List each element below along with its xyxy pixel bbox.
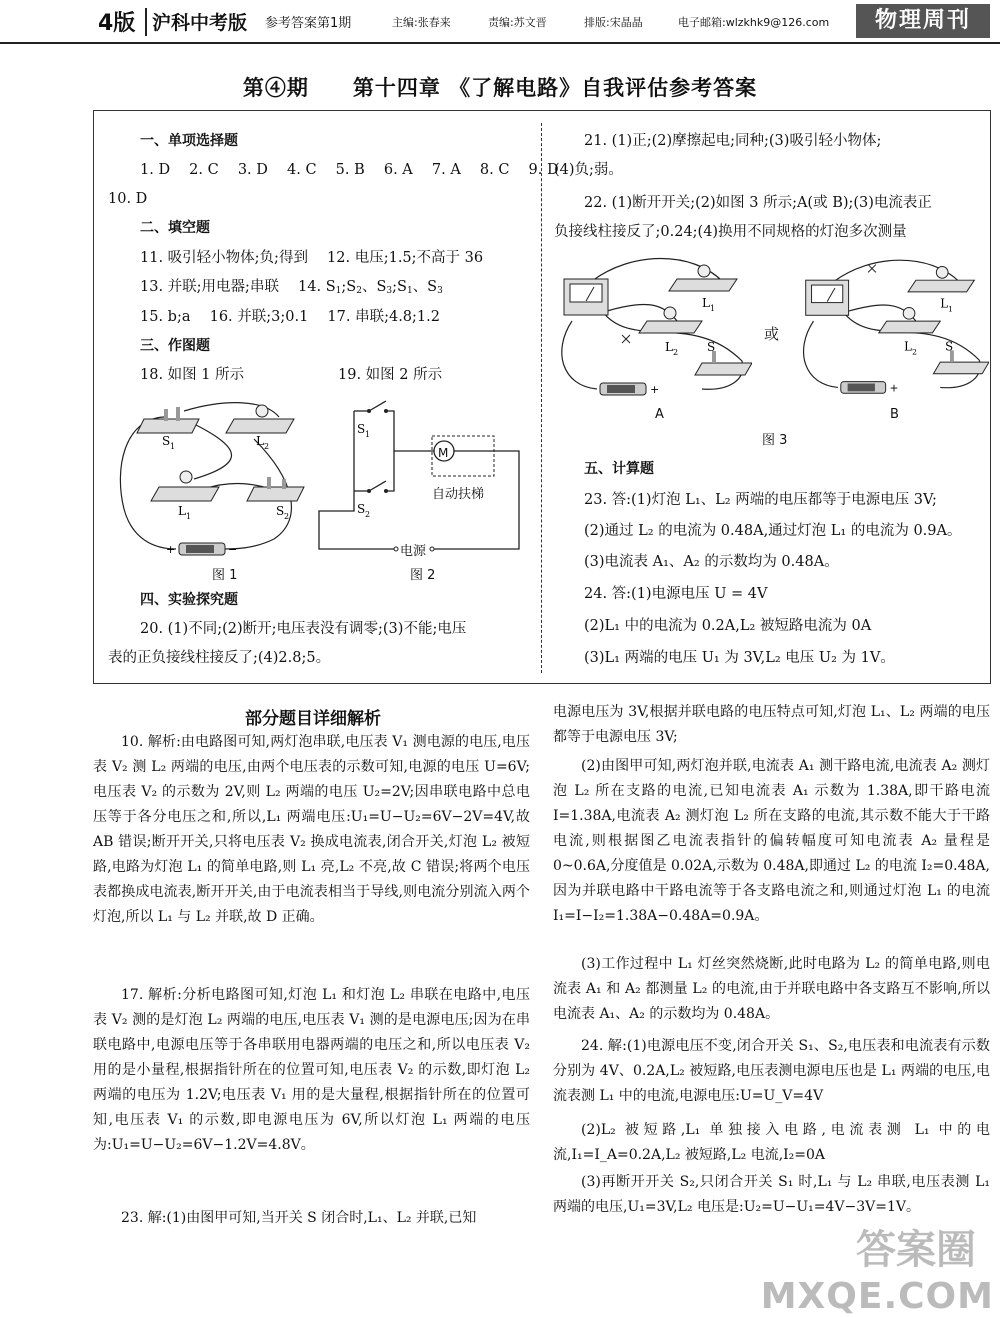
svg-text:L: L	[256, 434, 264, 448]
edition-name: 沪科中考版	[152, 12, 248, 34]
watermark-en: MXQE.COM	[760, 1276, 994, 1317]
fill-text: ;S	[341, 279, 357, 295]
q24-line-3: (3)L₁ 两端的电压 U₁ 为 3V,L₂ 电压 U₂ 为 1V。	[584, 650, 895, 666]
contact-email: 电子邮箱:wlzkhk9@126.com	[678, 16, 830, 29]
figure-3a-circuit	[552, 251, 752, 401]
analysis-q24-part1: 24. 解:(1)电源电压不变,闭合开关 S₁、S₂,电压表和电流表有示数分别为 4V、0.2A,L₂ 被短路,电压表测电源电压也是 L₁ 两端的电压,电流表测 L₁ 中的电流,电源电压:U=U_V=4V	[553, 1038, 990, 1104]
layout-editor: 排版:宋晶晶	[584, 16, 643, 29]
q22-line-2: 负接线柱接反了;0.24;(4)换用不同规格的灯泡多次测量	[554, 224, 907, 240]
header-subtitle: 参考答案第1期	[265, 16, 352, 31]
fill-sub: 3	[437, 286, 443, 296]
analysis-q24-part3: (3)再断开开关 S₂,只闭合开关 S₁ 时,L₁ 与 L₂ 串联,电压表测 L₁ 两端的电压,U₁=3V,L₂ 电压是:U₂=U−U₁=4V−3V=1V。	[553, 1174, 990, 1215]
q23-line-3: (3)电流表 A₁、A₂ 的示数均为 0.48A。	[584, 554, 839, 570]
section-choice: 一、单项选择题	[140, 133, 238, 149]
svg-text:1: 1	[365, 430, 371, 439]
q22-line-1: 22. (1)断开开关;(2)如图 3 所示;A(或 B);(3)电流表正	[584, 195, 932, 211]
figure-3b-circuit	[794, 251, 989, 401]
section-experiment: 四、实验探究题	[140, 592, 238, 608]
q23-line-1: 23. 答:(1)灯泡 L₁、L₂ 两端的电压都等于电源电压 3V;	[584, 492, 937, 508]
answer-box	[93, 110, 991, 684]
motor-label: M	[438, 446, 449, 460]
section-fill: 二、填空题	[140, 220, 210, 236]
svg-text:2: 2	[365, 510, 371, 519]
analysis-q10: 10. 解析:由电路图可知,两灯泡串联,电压表 V₁ 测电源的电压,电压表 V₂ 测 L₂ 两端的电压,由两个电压表的示数可知,电源的电压 U=6V;电压表 V₂ 的示数为 2V,则 L₂ 两端的电压 U₂=2V;因串联电路中总电压等于各分电压之和,所以,L₁ 两端电压:U₁=U−U₂=6V−2V=4V,故 AB 错误;断开开关,只将电压表 V₂ 换成电流表,闭合开关,灯泡 L₂ 被短路,电路为灯泡 L₁ 的简单电路,则 L₁ 亮,L₂ 不亮,故 C 错误;将两个电压表都换成电流表,断开开关,由于电流表相当于导线,则电流分别流入两个灯泡,所以 L₁ 与 L₂ 并联,故 D 正确。	[93, 734, 530, 925]
analysis-q23-start: 23. 解:(1)由图甲可知,当开关 S 闭合时,L₁、L₂ 并联,已知	[121, 1210, 477, 1226]
svg-text:1: 1	[948, 304, 954, 314]
figure-3b-label: B	[890, 407, 899, 422]
svg-text:+: +	[889, 381, 899, 395]
svg-text:L: L	[904, 339, 912, 354]
fill-text: 、S	[361, 279, 387, 295]
svg-text:S: S	[945, 339, 954, 354]
q23-line-2: (2)通过 L₂ 的电流为 0.48A,通过灯泡 L₁ 的电流为 0.9A。	[584, 523, 962, 539]
svg-text:S: S	[357, 502, 366, 516]
fill-text: ;S	[392, 279, 407, 295]
fill-sub: 1	[406, 286, 413, 296]
svg-text:L: L	[665, 340, 673, 354]
svg-text:S: S	[357, 422, 366, 436]
section-calculation: 五、计算题	[584, 461, 654, 477]
choice-answers: 1. D 2. C 3. D 4. C 5. B 6. A 7. A 8. C 9. D	[140, 162, 559, 178]
experiment-line-2: 表的正负接线柱接反了;(4)2.8;5。	[108, 650, 331, 666]
fill-text: 13. 并联;用电器;串联 14. S	[140, 279, 336, 295]
page-header	[0, 0, 1000, 44]
svg-text:L: L	[940, 296, 949, 311]
svg-text:2: 2	[284, 512, 290, 521]
section-drawing: 三、作图题	[140, 338, 210, 354]
figure-2-schematic	[314, 391, 524, 561]
drawing-19: 19. 如图 2 所示	[338, 367, 443, 383]
chapter-title: 第十四章 《了解电路》自我评估参考答案	[352, 75, 758, 100]
watermark-cn: 答案圈	[856, 1227, 976, 1273]
svg-text:L: L	[702, 296, 710, 310]
svg-text:S: S	[707, 340, 716, 354]
svg-text:+: +	[650, 383, 660, 396]
figure-1-circuit	[104, 389, 314, 559]
analysis-heading: 部分题目详细解析	[245, 709, 381, 729]
fill-line-1: 11. 吸引轻小物体;负;得到 12. 电压;1.5;不高于 36	[140, 250, 484, 266]
analysis-q23-part3: (3)工作过程中 L₁ 灯丝突然烧断,此时电路为 L₂ 的简单电路,则电流表 A₁ 和 A₂ 都测量 L₂ 的电流,由于并联电路中各支路互不影响,所以电流表 A₁、A₂ 的示数均为 0.48A。	[553, 956, 990, 1022]
analysis-q23-cont: 电源电压为 3V,根据并联电路的电压特点可知,灯泡 L₁、L₂ 两端的电压都等于电源电压 3V;	[553, 704, 990, 745]
drawing-18: 18. 如图 1 所示	[140, 367, 245, 383]
brand-logo: 物理周刊	[856, 4, 990, 38]
header-divider	[145, 8, 147, 36]
escalator-label: 自动扶梯	[432, 487, 485, 502]
svg-text:+: +	[166, 543, 176, 556]
fill-line-2	[140, 279, 443, 297]
analysis-q17: 17. 解析:分析电路图可知,灯泡 L₁ 和灯泡 L₂ 串联在电路中,电压表 V₂ 测的是灯泡 L₂ 两端的电压,电压表 V₁ 测的是电源电压;因为在串联电路中,电源电压等于各串联用电器两端的电压之和,所以电压表 V₂ 用的是小量程,根据指针所在的位置可知,电压表 V₂ 的示数,即灯泡 L₂ 两端的电压为 1.2V;电压表 V₁ 用的是大量程,根据指针所在的位置可知,电压表 V₁ 的示数,即电源电压为 6V,所以灯泡 L₁ 两端的电压为:U₁=U−U₂=6V−1.2V=4.8V。	[93, 987, 530, 1153]
page-title	[0, 72, 1000, 102]
svg-text:1: 1	[186, 512, 192, 521]
chief-editor: 主编:张春来	[392, 16, 451, 29]
svg-text:−: −	[228, 543, 238, 556]
svg-text:L: L	[178, 504, 186, 518]
q24-line-2: (2)L₁ 中的电流为 0.2A,L₂ 被短路电流为 0A	[584, 618, 872, 634]
figure-3-or: 或	[764, 325, 780, 343]
analysis-q23-part2: (2)由图甲可知,两灯泡并联,电流表 A₁ 测干路电流,电流表 A₂ 测灯泡 L₂ 所在支路的电流,已知电流表 A₁ 示数为 1.38A,即干路电流 I=1.38A,电流表 A₂ 测灯泡 L₂ 所在支路的电流,其示数不能大于干路电流,则根据图乙电流表指针的偏转幅度可知电流表 A₂ 量程是 0~0.6A,分度值是 0.02A,示数为 0.48A,即通过 L₂ 的电流 I₂=0.48A,因为并联电路中干路电流等于各支路电流之和,则通过灯泡 L₁ 的电流 I₁=I−I₂=1.38A−0.48A=0.9A。	[553, 758, 990, 924]
duty-editor: 责编:苏文晋	[488, 16, 547, 29]
figure-3a-label: A	[655, 407, 664, 422]
svg-text:2: 2	[673, 348, 679, 357]
experiment-line-1: 20. (1)不同;(2)断开;电压表没有调零;(3)不能;电压	[140, 621, 467, 637]
figure-3-caption: 图 3	[762, 433, 788, 448]
figure-1-caption: 图 1	[212, 568, 238, 583]
q24-line-1: 24. 答:(1)电源电压 U = 4V	[584, 586, 768, 602]
svg-text:S: S	[276, 504, 285, 518]
svg-text:2: 2	[911, 347, 917, 357]
fill-sub: 3	[386, 286, 393, 296]
svg-text:S: S	[162, 434, 171, 448]
q21-line-2: (4)负;弱。	[554, 162, 623, 178]
q21-line-1: 21. (1)正;(2)摩擦起电;同种;(3)吸引轻小物体;	[584, 133, 882, 149]
issue-number: 第④期	[242, 75, 309, 100]
column-divider	[541, 123, 542, 673]
fill-sub: 1	[335, 286, 342, 296]
page-number: 4版	[98, 11, 136, 36]
figure-2-caption: 图 2	[410, 568, 436, 583]
svg-text:1: 1	[170, 442, 176, 451]
fill-line-3: 15. b;a 16. 并联;3;0.1 17. 串联;4.8;1.2	[140, 309, 440, 325]
fill-text: 、S	[412, 279, 438, 295]
svg-text:2: 2	[264, 442, 270, 451]
power-label: 电源	[400, 544, 427, 559]
analysis-q24-part2: (2)L₂ 被短路,L₁ 单独接入电路,电流表测 L₁ 中的电流,I₁=I_A=0.2A,L₂ 被短路,L₂ 电流,I₂=0A	[553, 1122, 990, 1163]
choice-answers-cont: 10. D	[108, 191, 148, 207]
fill-sub: 2	[356, 286, 362, 296]
svg-text:1: 1	[710, 304, 716, 313]
